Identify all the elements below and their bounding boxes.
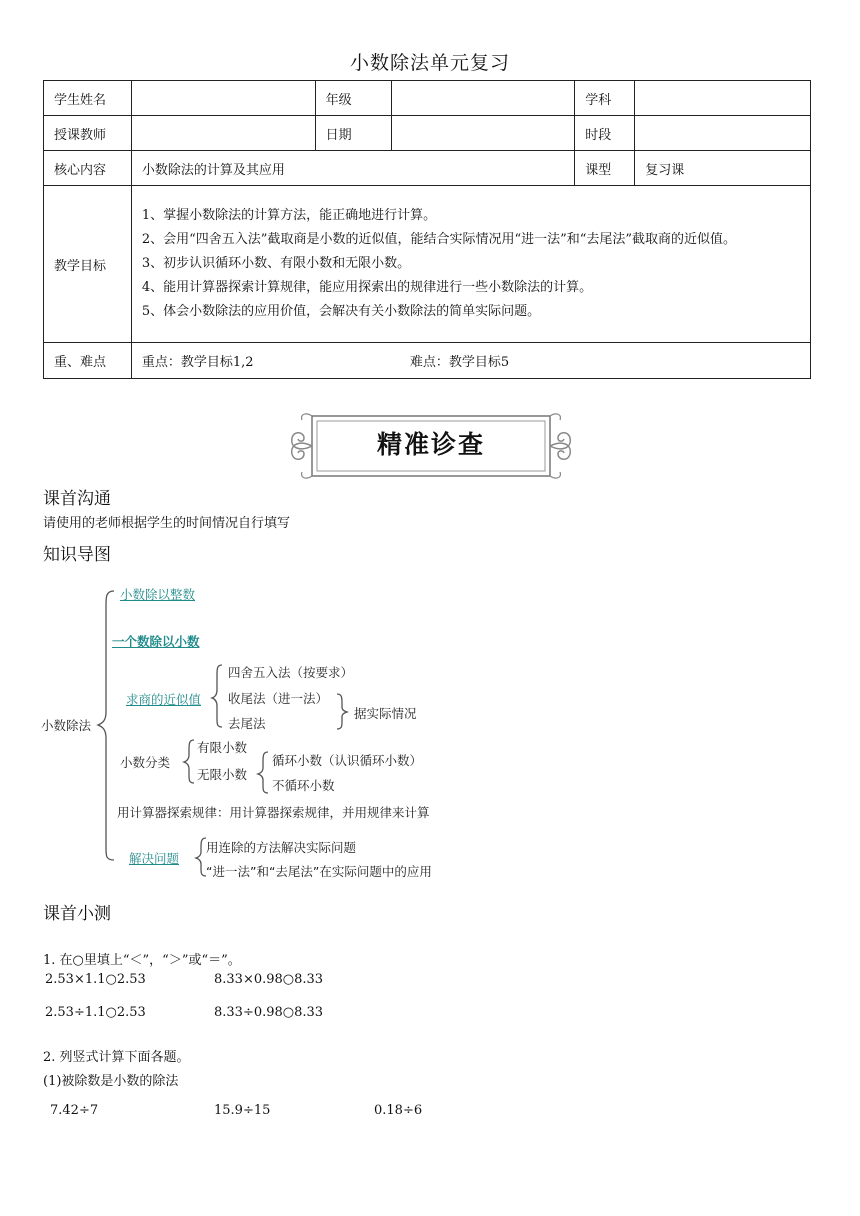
calc-item: 0.18÷6: [374, 1103, 423, 1118]
subject-label: 学科: [575, 81, 635, 116]
keypoints-value: [131, 343, 810, 379]
mindmap-note: 据实际情况: [354, 706, 417, 721]
lesson-info-table: [43, 80, 811, 379]
period-cell[interactable]: [635, 116, 811, 151]
table-row: [44, 151, 811, 186]
table-row: [44, 81, 811, 116]
teacher-cell[interactable]: [131, 116, 315, 151]
page-title: 小数除法单元复习: [349, 52, 510, 74]
mindmap-leaf: 收尾法（进一法）: [228, 691, 329, 706]
subject-cell[interactable]: [635, 81, 811, 116]
section-note: 请使用的老师根据学生的时间情况自行填写: [43, 516, 291, 531]
mindmap-leaf: 四舍五入法（按要求）: [228, 665, 354, 680]
mindmap-leaf: “进一法”和“去尾法”在实际问题中的应用: [206, 864, 432, 879]
mindmap-branch: 小数分类: [120, 755, 171, 770]
question-subheading: (1)被除数是小数的除法: [43, 1074, 179, 1089]
mindmap-branch: 一个数除以小数: [112, 634, 200, 649]
section-heading: 课首小测: [43, 904, 111, 924]
question-stem: 1. 在○里填上“＜”，“＞”或“＝”。: [43, 953, 241, 968]
comparison-item: 8.33÷0.98○8.33: [214, 1005, 324, 1020]
mindmap-leaf: 有限小数: [197, 740, 248, 755]
student-name-cell[interactable]: [131, 81, 315, 116]
grade-cell[interactable]: [391, 81, 575, 116]
period-label: 时段: [575, 116, 635, 151]
goal-item: 4、能用计算器探索计算规律，能应用探索出的规律进行一些小数除法的计算。: [141, 280, 593, 295]
mindmap-branch: 用计算器探索规律：用计算器探索规律，并用规律来计算: [117, 805, 430, 820]
section-heading: 课首沟通: [43, 489, 111, 509]
core-content-value: 小数除法的计算及其应用: [131, 151, 574, 186]
teacher-label: 授课教师: [44, 116, 132, 151]
mindmap-branch: 求商的近似值: [126, 692, 202, 707]
mindmap-leaf: 去尾法: [228, 716, 266, 731]
mindmap-leaf: 不循环小数: [272, 778, 335, 793]
difficulty-point: 难点：教学目标5: [409, 355, 510, 370]
goal-item: 1、掌握小数除法的计算方法，能正确地进行计算。: [141, 208, 437, 223]
mindmap-branch: 小数除以整数: [120, 587, 196, 602]
mindmap-branch: 解决问题: [129, 851, 180, 866]
mindmap-leaf: 无限小数: [197, 767, 248, 782]
goal-item: 2、会用“四舍五入法”截取商是小数的近似值，能结合实际情况用“进一法”和“去尾法”截取商的近似值。: [141, 232, 737, 247]
comparison-item: 2.53×1.1○2.53: [45, 972, 146, 987]
mindmap-leaf: 循环小数（认识循环小数）: [272, 753, 423, 768]
student-name-label: 学生姓名: [44, 81, 132, 116]
key-point: 重点：教学目标1,2: [141, 355, 254, 370]
comparison-item: 2.53÷1.1○2.53: [45, 1005, 146, 1020]
date-label: 日期: [315, 116, 391, 151]
mindmap-leaf: 用连除的方法解决实际问题: [206, 840, 357, 855]
table-row: [44, 343, 811, 379]
section-banner: [286, 410, 576, 482]
table-row: [44, 186, 811, 343]
banner-title: 精准诊查: [376, 430, 485, 459]
goal-item: 5、体会小数除法的应用价值，会解决有关小数除法的简单实际问题。: [141, 304, 541, 319]
date-cell[interactable]: [391, 116, 575, 151]
calc-item: 7.42÷7: [50, 1103, 99, 1118]
calc-item: 15.9÷15: [214, 1103, 271, 1118]
goal-item: 3、初步认识循环小数、有限小数和无限小数。: [141, 256, 411, 271]
question-stem: 2. 列竖式计算下面各题。: [43, 1050, 190, 1065]
comparison-item: 8.33×0.98○8.33: [214, 972, 324, 987]
keypoints-label: 重、难点: [44, 343, 132, 379]
goals-list: [131, 186, 810, 343]
mindmap-root: 小数除法: [41, 718, 92, 733]
lesson-type-value: 复习课: [635, 151, 811, 186]
table-row: [44, 116, 811, 151]
lesson-type-label: 课型: [575, 151, 635, 186]
core-content-label: 核心内容: [44, 151, 132, 186]
grade-label: 年级: [315, 81, 391, 116]
goals-label: 教学目标: [44, 186, 132, 343]
section-heading: 知识导图: [43, 545, 111, 565]
